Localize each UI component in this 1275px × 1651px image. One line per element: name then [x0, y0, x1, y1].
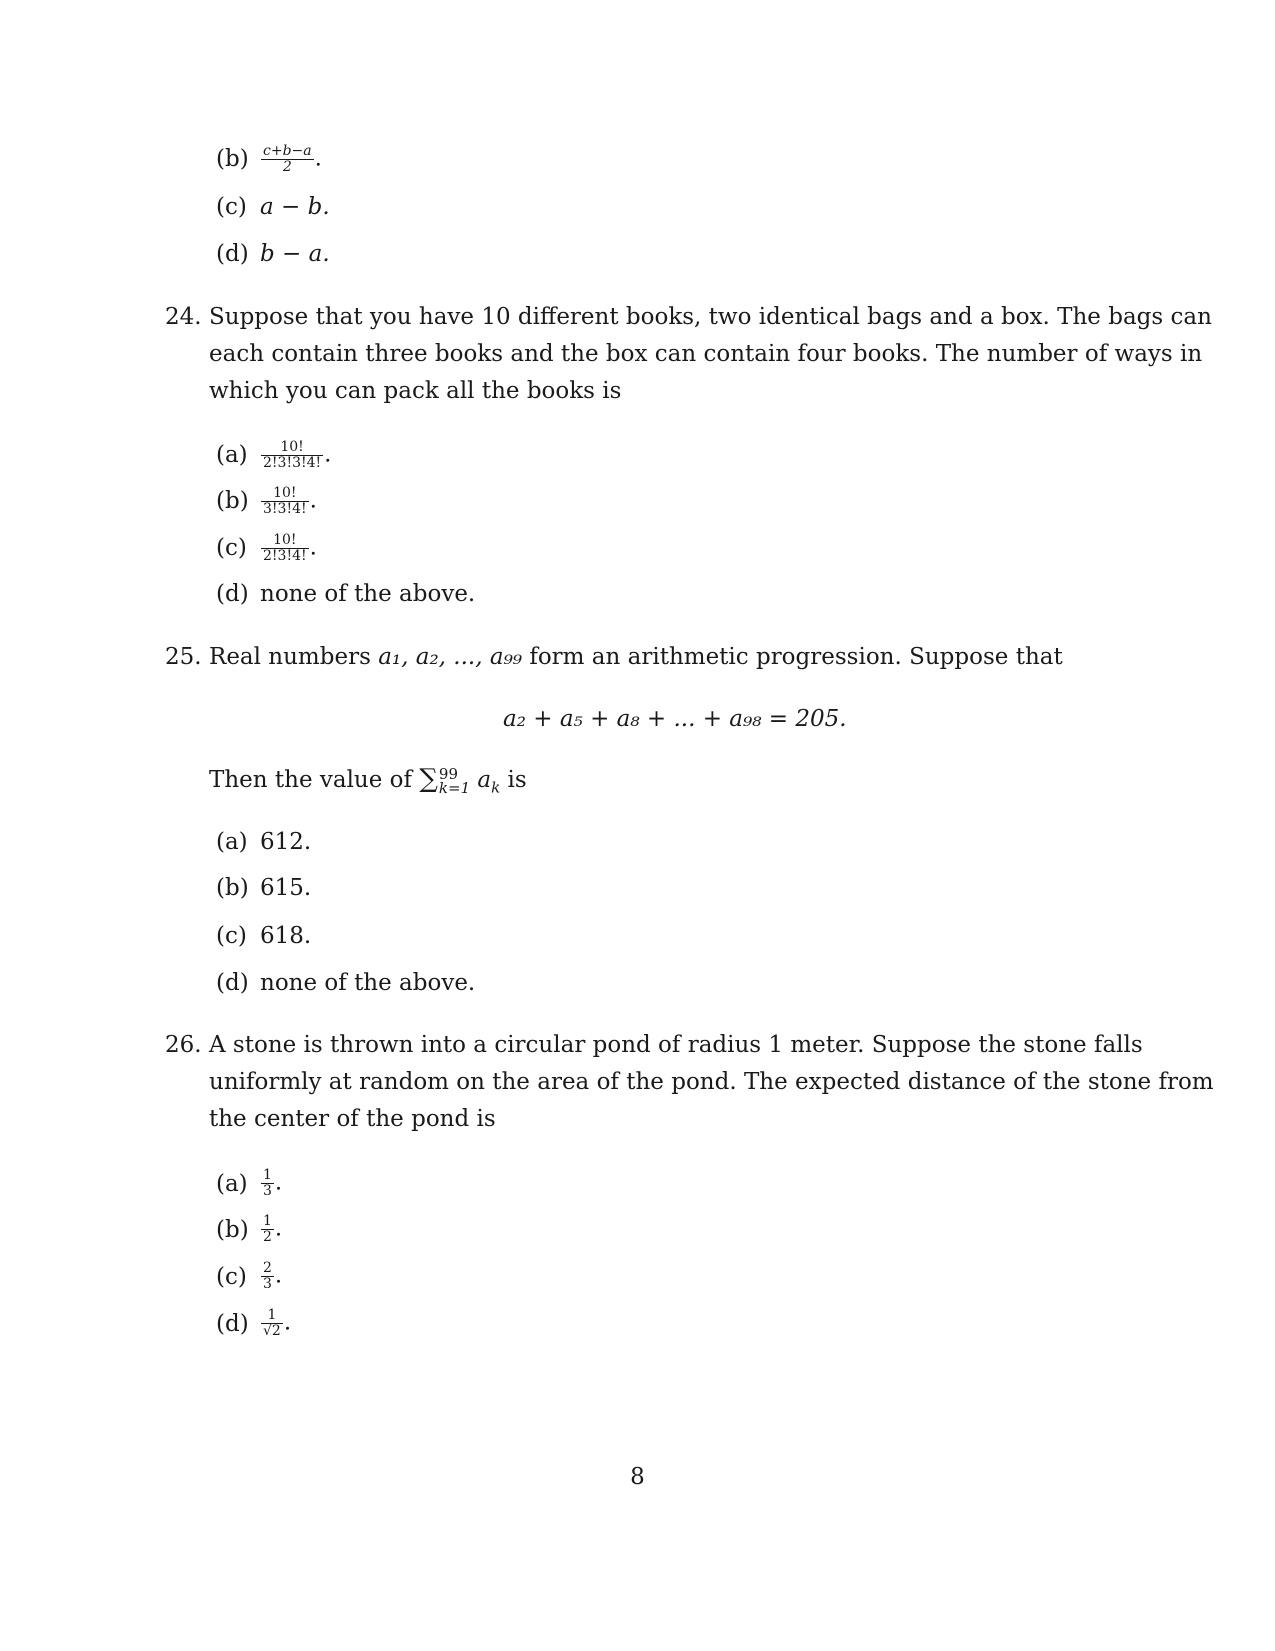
question-text-line: each contain three books and the box can contain four books. The number of ways in [209, 341, 1203, 367]
option-label: (d) [216, 241, 249, 267]
fraction: $\frac{10!}{2!3!4!}$ [263, 532, 307, 564]
page-number: 8 [630, 1464, 645, 1490]
option-label: (b) [216, 146, 249, 172]
question-text-line: Suppose that you have 10 different books, two identical bags and a box. The bags can [209, 304, 1212, 330]
option-value: $\frac{c+b-a}{2}$ . [263, 143, 322, 175]
option-value: none of the above. [260, 970, 476, 996]
option-label: (d) [216, 1311, 249, 1337]
question-text-line: A stone is thrown into a circular pond of radius 1 meter. Suppose the stone falls [209, 1032, 1143, 1058]
option-value: $\frac{10!}{2!3!4!}$ . [263, 532, 317, 564]
fraction: $\frac{1}{√2}$ [263, 1307, 281, 1339]
fraction: $\frac{10!}{2!3!3!4!}$ [263, 439, 322, 471]
sequence-expression: a₁, a₂, ..., a₉₉ [378, 644, 523, 670]
question-number: 24. [165, 304, 202, 330]
option-label: (b) [216, 488, 249, 514]
option-value: 618. [260, 923, 312, 949]
display-equation: a₂ + a₅ + a₈ + ... + a₉₈ = 205. [503, 706, 847, 732]
option-value: $\frac{1}{2}$ . [263, 1213, 283, 1245]
fraction: $\frac{c+b-a}{2}$ [263, 143, 312, 175]
question-text-line: Real numbers a₁, a₂, ..., a₉₉ form an arithmetic progression. Suppose that [209, 644, 1063, 670]
question-text-line: which you can pack all the books is [209, 378, 622, 404]
option-label: (b) [216, 1217, 249, 1243]
question-text-line: Then the value of ∑ 99 k=1 $a_k$ is [209, 764, 527, 797]
question-text-line: the center of the pond is [209, 1106, 496, 1132]
fraction: $\frac{1}{3}$ [263, 1167, 272, 1199]
option-label: (b) [216, 875, 249, 901]
option-value: $\frac{10!}{3!3!4!}$ . [263, 485, 317, 517]
option-label: (d) [216, 581, 249, 607]
question-number: 25. [165, 644, 202, 670]
option-value: 615. [260, 875, 312, 901]
option-value: 612. [260, 829, 312, 855]
option-value: a − b. [260, 194, 330, 220]
option-label: (c) [216, 535, 247, 561]
option-label: (c) [216, 194, 247, 220]
option-value: none of the above. [260, 581, 476, 607]
option-value: b − a. [260, 241, 330, 267]
summation-limits: 99 k=1 [438, 765, 471, 797]
option-label: (a) [216, 1171, 248, 1197]
summation-symbol: ∑ [419, 764, 438, 794]
fraction: $\frac{1}{2}$ [263, 1213, 272, 1245]
option-value: $\frac{1}{√2}$ . [263, 1307, 292, 1339]
question-number: 26. [165, 1032, 202, 1058]
option-value: $\frac{10!}{2!3!3!4!}$ . [263, 439, 332, 471]
option-value: $\frac{2}{3}$ . [263, 1260, 283, 1292]
option-value: $\frac{1}{3}$ . [263, 1167, 283, 1199]
option-label: (d) [216, 970, 249, 996]
question-text-line: uniformly at random on the area of the pond. The expected distance of the stone from [209, 1069, 1214, 1095]
option-label: (c) [216, 923, 247, 949]
option-label: (c) [216, 1264, 247, 1290]
fraction: $\frac{10!}{3!3!4!}$ [263, 485, 307, 517]
option-label: (a) [216, 829, 248, 855]
fraction: $\frac{2}{3}$ [263, 1260, 272, 1292]
option-label: (a) [216, 442, 248, 468]
